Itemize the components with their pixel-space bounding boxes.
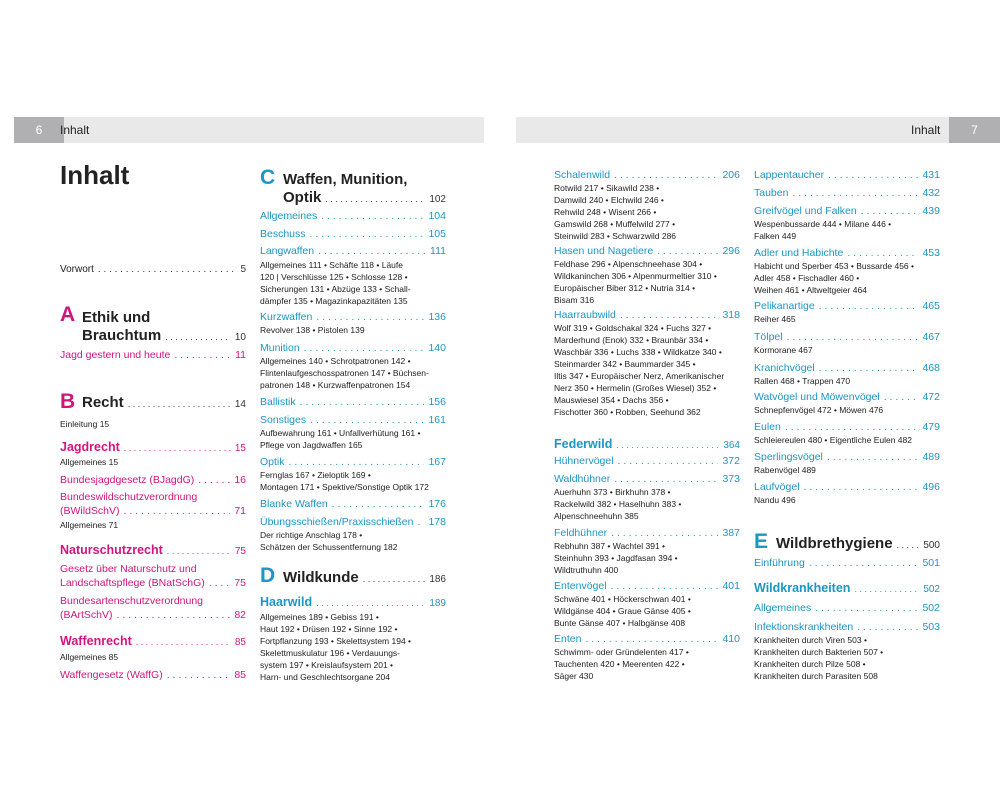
toc-label: Einführung	[754, 557, 805, 569]
toc-page: 75	[234, 546, 246, 557]
toc-naturschutzrecht[interactable]	[60, 543, 246, 557]
toc-schalenwild[interactable]	[554, 169, 740, 181]
toc-page: 5	[240, 264, 246, 275]
optik-items: Fernglas 167 • Zieloptik 169 • Montagen 171 • Spektive/Sonstige Optik 172	[260, 470, 429, 492]
toc-federwild[interactable]	[554, 437, 740, 451]
toc-label: (BWildSchV)	[60, 505, 120, 517]
toc-page: 373	[722, 473, 740, 485]
toc-uebungsschiessen[interactable]	[260, 516, 446, 528]
toc-sperlingsvoegel[interactable]	[754, 451, 940, 463]
toc-label: Hasen und Nagetiere	[554, 245, 654, 257]
toc-label: Tölpel	[754, 331, 783, 343]
toc-sonstiges[interactable]	[260, 414, 446, 426]
left-page-number: 6	[14, 117, 64, 143]
toc-page: 432	[922, 187, 940, 199]
toc-munition[interactable]	[260, 342, 446, 354]
toc-label: Pelikanartige	[754, 300, 815, 312]
toc-label: Naturschutzrecht	[60, 543, 163, 557]
toc-label: Sonstiges	[260, 414, 307, 426]
toc-label: Langwaffen	[260, 245, 315, 257]
toc-page: 140	[428, 342, 446, 354]
toc-page: 161	[428, 414, 446, 426]
toc-label: Kurzwaffen	[260, 311, 313, 323]
toc-label: Enten	[554, 633, 582, 645]
toc-page: 467	[922, 331, 940, 343]
toc-langwaffen[interactable]	[260, 245, 446, 257]
toc-chapter-c[interactable]	[283, 189, 446, 206]
toc-einfuehrung[interactable]	[754, 557, 940, 569]
toc-page: 16	[234, 474, 246, 486]
toc-laufvoegel[interactable]	[754, 481, 940, 493]
toc-bartschv-line1[interactable]: Bundesartenschutzverordnung	[60, 595, 204, 607]
toc-allgemeines[interactable]	[260, 210, 446, 222]
toc-page: 189	[429, 598, 446, 609]
toc-label: Optik	[260, 456, 285, 468]
toc-page: 387	[722, 527, 740, 539]
toc-page: 431	[922, 169, 940, 181]
toc-greifvoegel[interactable]	[754, 205, 940, 217]
toelpel-items: Kormorane 467	[754, 345, 813, 355]
left-header-title: Inhalt	[60, 123, 90, 137]
feldhuehner-items: Rebhuhn 387 • Wachtel 391 • Steinhuhn 393 • Jagdfasan 394 • Wildtruthuhn 400	[554, 541, 678, 575]
toc-enten[interactable]	[554, 633, 740, 645]
schalenwild-items: Rotwild 217 • Sikawild 238 • Damwild 240 • Elchwild 246 • Rehwild 248 • Wisent 266 • Gamswild 268 • Muffelwild 277 • Steinwild 283 • Schwarzwild 286	[554, 183, 677, 241]
sonstiges-items: Aufbewahrung 161 • Unfallverhütung 161 • Pflege von Jagdwaffen 165	[260, 428, 421, 450]
toc-page: 502	[922, 602, 940, 614]
toc-adler[interactable]	[754, 247, 940, 259]
toc-vorwort[interactable]	[60, 264, 246, 275]
toc-page: 206	[722, 169, 740, 181]
chapter-letter-e: E	[754, 530, 769, 553]
entenvoegel-items: Schwäne 401 • Höckerschwan 401 • Wildgänse 404 • Graue Gänse 405 • Bunte Gänse 407 • Halbgänse 408	[554, 594, 691, 628]
toc-page: 71	[234, 505, 246, 517]
toc-hasen[interactable]	[554, 245, 740, 257]
toc-beschuss[interactable]	[260, 228, 446, 240]
jagdrecht-items: Allgemeines 15	[60, 457, 119, 467]
toc-label: Kranichvögel	[754, 362, 815, 374]
toc-entenvoegel[interactable]	[554, 580, 740, 592]
toc-page: 111	[430, 245, 446, 257]
chapter-e-title: Wildbrethygiene	[776, 535, 893, 552]
toc-label: Laufvögel	[754, 481, 800, 493]
haarwild-items: Allgemeines 189 • Gebiss 191 • Haut 192 • Drüsen 192 • Sinne 192 • Fortpflanzung 193 • Skelettsystem 194 • Skelettmuskulatur 196 • Verdauungs- system 197 • Kreislaufsystem 201 • Harn- und Geschlechtsorgane 204	[260, 612, 412, 682]
toc-page: 364	[723, 440, 740, 451]
lauf-items: Nandu 496	[754, 495, 796, 505]
toc-page: 465	[922, 300, 940, 312]
toc-bnatschg-line1[interactable]: Gesetz über Naturschutz und	[60, 563, 197, 575]
toc-chapter-a[interactable]	[82, 327, 246, 344]
toc-page: 85	[234, 669, 246, 681]
toc-huehnervoegel[interactable]	[554, 455, 740, 467]
watv-items: Schnepfenvögel 472 • Möwen 476	[754, 405, 884, 415]
sperling-items: Rabenvögel 489	[754, 465, 816, 475]
toc-label: Allgemeines	[260, 210, 318, 222]
toc-page: 167	[428, 456, 446, 468]
toc-label: Waldhühner	[554, 473, 611, 485]
toc-label: Vorwort	[60, 264, 94, 275]
enten-items: Schwimm- oder Gründelenten 417 • Tauchenten 420 • Meerenten 422 • Säger 430	[554, 647, 689, 681]
chapter-a-title-1: Ethik und	[82, 309, 151, 326]
toc-label: Haarraubwild	[554, 309, 616, 321]
toc-page: 401	[722, 580, 740, 592]
toc-page: 75	[234, 577, 246, 589]
hasen-items: Feldhase 296 • Alpenschneehase 304 • Wildkaninchen 306 • Alpenmurmeltier 310 • Europäischer Biber 312 • Nutria 314 • Bisam 316	[554, 259, 717, 305]
toc-label: Jagdrecht	[60, 440, 120, 454]
right-header-title: Inhalt	[911, 123, 941, 137]
chapter-c-title-1: Waffen, Munition,	[283, 171, 408, 188]
toc-lappentaucher[interactable]	[754, 169, 940, 181]
toc-ballistik[interactable]	[260, 396, 446, 408]
chapter-d-title: Wildkunde	[283, 569, 359, 586]
toc-label: Jagd gestern und heute	[60, 349, 171, 361]
toc-page: 136	[428, 311, 446, 323]
toc-page: 102	[429, 194, 446, 205]
toc-kurzwaffen[interactable]	[260, 311, 446, 323]
uebungsschiessen-items: Der richtige Anschlag 178 • Schätzen der Schussentfernung 182	[260, 530, 398, 552]
toc-blanke-waffen[interactable]	[260, 498, 446, 510]
toc-chapter-e[interactable]	[776, 535, 940, 552]
toc-label: Landschaftspflege (BNatSchG)	[60, 577, 205, 589]
toc-label: Watvögel und Möwenvögel	[754, 391, 880, 403]
toc-page: 318	[722, 309, 740, 321]
toc-label: Übungsschießen/Praxisschießen	[260, 516, 414, 528]
chapter-letter-d: D	[260, 564, 276, 587]
munition-items: Allgemeines 140 • Schrotpatronen 142 • Flintenlaufgeschosspatronen 147 • Büchsen- patronen 148 • Kurzwaffenpatronen 154	[260, 356, 429, 390]
toc-waldhuehner[interactable]	[554, 473, 740, 485]
toc-waffenrecht[interactable]	[60, 634, 246, 648]
toc-page: 500	[923, 540, 940, 551]
toc-label: Schalenwild	[554, 169, 611, 181]
toc-page: 104	[428, 210, 446, 222]
toc-jagdrecht[interactable]	[60, 440, 246, 454]
toc-label: Beschuss	[260, 228, 306, 240]
toc-label: Adler und Habichte	[754, 247, 844, 259]
toc-page: 176	[428, 498, 446, 510]
toc-page: 489	[922, 451, 940, 463]
kurzwaffen-items: Revolver 138 • Pistolen 139	[260, 325, 365, 335]
toc-haarraubwild[interactable]	[554, 309, 740, 321]
right-page-number: 7	[949, 117, 1000, 143]
left-header-bar	[64, 117, 484, 143]
toc-label: Federwild	[554, 437, 613, 451]
toc-label: Bundesjagdgesetz (BJagdG)	[60, 474, 195, 486]
toc-label: Lappentaucher	[754, 169, 825, 181]
toc-label: Entenvögel	[554, 580, 607, 592]
waffenrecht-items: Allgemeines 85	[60, 652, 119, 662]
toc-label: Sperlingsvögel	[754, 451, 823, 463]
pelikan-items: Reiher 465	[754, 314, 796, 324]
page-title: Inhalt	[60, 160, 130, 190]
toc-wildkrankheiten[interactable]	[754, 581, 940, 595]
kranich-items: Rallen 468 • Trappen 470	[754, 376, 851, 386]
right-header-bar	[516, 117, 949, 143]
infekt-items: Krankheiten durch Viren 503 • Krankheiten durch Bakterien 507 • Krankheiten durch Pilze 508 • Krankheiten durch Parasiten 508	[754, 635, 884, 681]
toc-page: 453	[922, 247, 940, 259]
toc-label: Infektionskrankheiten	[754, 621, 854, 633]
toc-label: Ballistik	[260, 396, 296, 408]
toc-page: 496	[922, 481, 940, 493]
chapter-letter-c: C	[260, 166, 276, 189]
toc-allgemeines-e[interactable]	[754, 602, 940, 614]
toc-tauben[interactable]	[754, 187, 940, 199]
toc-optik[interactable]	[260, 456, 446, 468]
chapter-letter-b: B	[60, 390, 76, 413]
toc-label: Allgemeines	[754, 602, 812, 614]
toc-page: 372	[722, 455, 740, 467]
toc-label: Tauben	[754, 187, 789, 199]
haarraubwild-items: Wolf 319 • Goldschakal 324 • Fuchs 327 • Marderhund (Enok) 332 • Braunbär 334 • Waschbär 336 • Luchs 338 • Wildkatze 340 • Steinmarder 342 • Baummarder 345 • Iltis 347 • Europäischer Nerz, Amerikanischer Nerz 350 • Hermelin (Großes Wiesel) 352 • Mauswiesel 354 • Dachs 356 • Fischotter 360 • Robben, Seehund 362	[554, 323, 725, 417]
toc-pelikanartige[interactable]	[754, 300, 940, 312]
toc-jagd-gestern[interactable]	[60, 349, 246, 361]
langwaffen-items: Allgemeines 111 • Schäfte 118 • Läufe 120 | Verschlüsse 125 • Schlosse 128 • Sicherungen 131 • Abzüge 133 • Schall- dämpfer 135 • Magazinkapazitäten 135	[260, 260, 411, 306]
toc-page: 468	[922, 362, 940, 374]
toc-page: 156	[428, 396, 446, 408]
toc-bnatschg[interactable]	[60, 577, 246, 589]
toc-label: Feldhühner	[554, 527, 608, 539]
chapter-c-title-2: Optik	[283, 189, 322, 206]
chapter-a-title-2: Brauchtum	[82, 327, 162, 344]
toc-label: Eulen	[754, 421, 781, 433]
toc-page: 472	[922, 391, 940, 403]
toc-page: 15	[234, 443, 246, 454]
toc-page: 11	[235, 349, 246, 361]
toc-kranichvoegel[interactable]	[754, 362, 940, 374]
toc-page: 410	[722, 633, 740, 645]
toc-infektionskrankheiten[interactable]	[754, 621, 940, 633]
toc-page: 439	[922, 205, 940, 217]
toc-page: 85	[234, 637, 246, 648]
toc-label: Waffengesetz (WaffG)	[60, 669, 163, 681]
eulen-items: Schleiereulen 480 • Eigentliche Eulen 482	[754, 435, 912, 445]
toc-page: 178	[428, 516, 446, 528]
bwildschv-items: Allgemeines 71	[60, 520, 119, 530]
toc-bwildschv[interactable]	[60, 505, 246, 517]
toc-bjagdg[interactable]	[60, 474, 246, 486]
toc-label: Greifvögel und Falken	[754, 205, 857, 217]
toc-label: (BArtSchV)	[60, 609, 113, 621]
toc-page: 296	[722, 245, 740, 257]
toc-page: 10	[234, 332, 246, 343]
toc-label: Hühnervögel	[554, 455, 614, 467]
chapter-letter-a: A	[60, 303, 76, 326]
toc-label: Wildkrankheiten	[754, 581, 851, 595]
toc-chapter-b[interactable]	[82, 394, 246, 411]
toc-chapter-d[interactable]	[283, 569, 446, 586]
toc-page: 105	[428, 228, 446, 240]
greifvoegel-items: Wespenbussarde 444 • Milane 446 • Falken 449	[754, 219, 892, 241]
toc-page: 501	[922, 557, 940, 569]
toc-page: 82	[234, 609, 246, 621]
toc-bwildschv-line1[interactable]: Bundeswildschutzverordnung	[60, 491, 198, 503]
toc-eulen[interactable]	[754, 421, 940, 433]
toc-label: Blanke Waffen	[260, 498, 328, 510]
toc-page: 14	[234, 399, 246, 410]
toc-page: 503	[922, 621, 940, 633]
toc-feldhuehner[interactable]	[554, 527, 740, 539]
waldhuehner-items: Auerhuhn 373 • Birkhuhn 378 • Rackelwild 382 • Haselhuhn 383 • Alpenschneehuhn 385	[554, 487, 682, 521]
adler-items: Habicht und Sperber 453 • Bussarde 456 • Adler 458 • Fischadler 460 • Weihen 461 • Altweltgeier 464	[754, 261, 914, 295]
toc-label: Waffenrecht	[60, 634, 132, 648]
chapter-b-title: Recht	[82, 394, 124, 411]
toc-page: 479	[922, 421, 940, 433]
toc-haarwild[interactable]	[260, 595, 446, 609]
toc-page: 502	[923, 584, 940, 595]
toc-page: 186	[429, 574, 446, 585]
b-intro: Einleitung 15	[60, 419, 110, 429]
toc-label: Munition	[260, 342, 300, 354]
toc-label: Haarwild	[260, 595, 313, 609]
toc-watvoegel[interactable]	[754, 391, 940, 403]
toc-bartschv[interactable]	[60, 609, 246, 621]
toc-toelpel[interactable]	[754, 331, 940, 343]
toc-waffg[interactable]	[60, 669, 246, 681]
